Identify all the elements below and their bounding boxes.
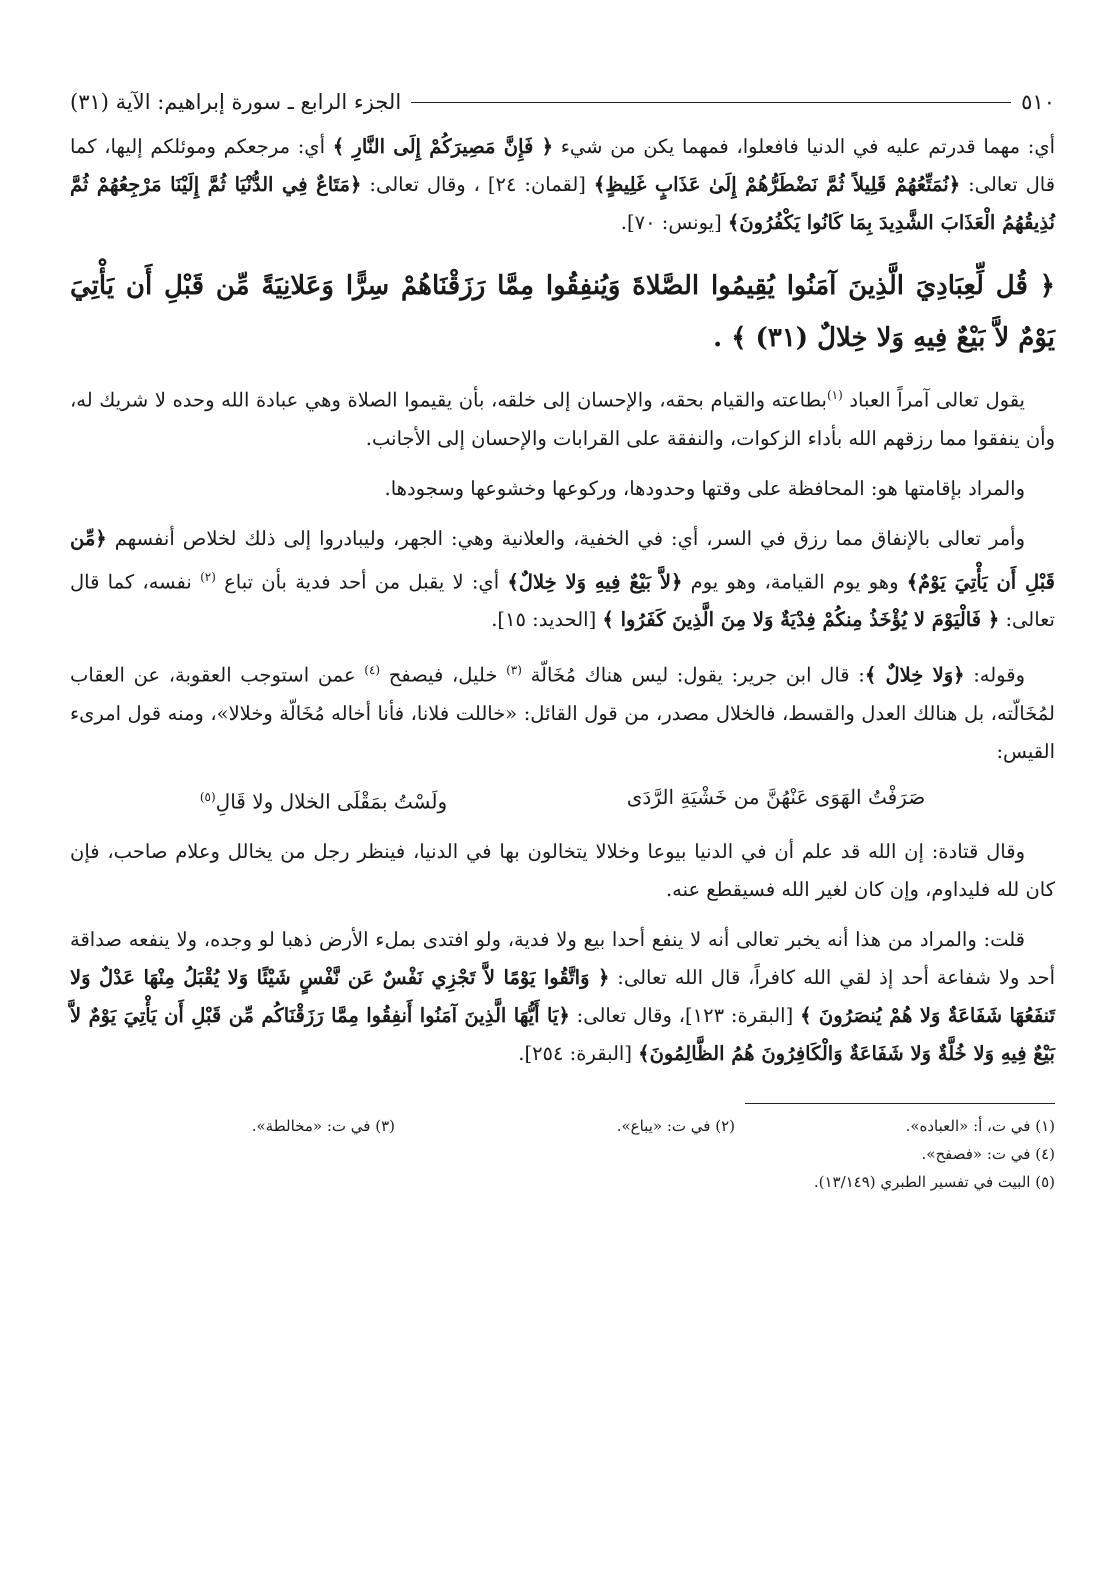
footnote-ref: (١) <box>826 388 843 402</box>
footnote-1: (١) في ت، أ: «العباده». <box>905 1117 1055 1136</box>
text: [يونس: ٧٠]. <box>620 211 728 234</box>
footnote-separator <box>745 1103 1055 1104</box>
quran-quote: ﴿يَا أَيُّهَا الَّذِينَ آمَنُوا أَنفِقُوا مِمَّا رَزَقْنَاكُم مِّن قَبْلِ أَن يَأْتِيَ يَوْمٌ لاَّ بَيْعٌ فِيهِ وَلا خُلَّةٌ وَلا شَفَاعَةٌ وَالْكَافِرُونَ هُمُ الظَّالِمُونَ﴾ <box>70 1004 1055 1066</box>
footnotes-row-1 <box>70 1112 1055 1140</box>
paragraph-1 <box>70 128 1055 242</box>
text: [البقرة: ١٢٣]، وقال تعالى: <box>569 1004 801 1028</box>
text: وأمر تعالى بالإنفاق مما رزق في السر، أي: في الخفية، والعلانية وهي: الجهر، وليبادروا إلى ذلك لخلاص أنفسهم <box>106 526 1025 550</box>
running-header <box>70 82 1055 122</box>
page-number: ٥١٠ <box>1021 90 1055 114</box>
text: : قال ابن جرير: يقول: ليس هناك مُخَالّة <box>521 663 865 687</box>
quran-quote: ﴿نُمَتِّعُهُمْ قَلِيلاً ثُمَّ نَضْطَرُّهُمْ إِلَىٰ عَذَابٍ غَلِيظٍ﴾ <box>593 173 961 196</box>
quran-quote: ﴿وَلا خِلالٌ ﴾ <box>864 663 965 687</box>
main-verse: ﴿ قُل لِّعِبَادِيَ الَّذِينَ آمَنُوا يُقِيمُوا الصَّلاةَ وَيُنفِقُوا مِمَّا رَزَقْنَاهُمْ سِرًّا وَعَلانِيَةً مِّن قَبْلِ أَن يَأْتِيَ يَوْمٌ لاَّ بَيْعٌ فِيهِ وَلا خِلالٌ (٣١) ﴾ . <box>70 271 1055 353</box>
paragraph-4 <box>70 520 1055 640</box>
footnotes-row-2 <box>70 1140 1055 1168</box>
text: أي: مرجعكم وموئلكم إليها، كما قال تعالى: <box>70 135 1056 196</box>
footnote-ref: (٣) <box>506 663 522 677</box>
quran-quote: ﴿ فَإِنَّ مَصِيرَكُمْ إِلَى النَّارِ ﴾ <box>332 135 554 158</box>
footnote-3: (٣) في ت: «مخالطة». <box>251 1117 395 1136</box>
text: [لقمان: ٢٤] ، وقال تعالى: <box>361 173 594 196</box>
footnote-2: (٢) في ت: «يباع». <box>616 1117 735 1136</box>
footnote-ref: (٤) <box>364 663 381 677</box>
text: [البقرة: ٢٥٤]. <box>518 1042 639 1066</box>
text: وهو يوم القيامة، وهو يوم <box>682 570 907 593</box>
paragraph-3: والمراد بإقامتها هو: المحافظة على وقتها وحدودها، وركوعها وخشوعها وسجودها. <box>384 476 1025 500</box>
footnote-ref: (٢) <box>200 569 216 584</box>
paragraph-5 <box>70 651 1055 771</box>
quran-quote: ﴿ وَاتَّقُوا يَوْمًا لاَّ تَجْزِي نَفْسٌ عَن نَّفْسٍ شَيْئًا وَلا يُقْبَلُ مِنْهَا عَدْلٌ وَلا تَنفَعُهَا شَفَاعَةٌ وَلا هُمْ يُنصَرُونَ ﴾ <box>70 966 1055 1028</box>
text: يقول تعالى آمراً العباد <box>842 388 1025 412</box>
header-title: الجزء الرابع ـ سورة إبراهيم: الآية (٣١) <box>70 90 402 114</box>
poem-hemistich-left <box>200 777 447 822</box>
quran-quote: ﴿ فَالْيَوْمَ لا يُؤْخَذُ مِنكُمْ فِدْيَةٌ وَلا مِنَ الَّذِينَ كَفَرُوا ﴾ <box>602 608 1000 631</box>
footnote-4: (٤) في ت: «فصفح». <box>921 1145 1055 1164</box>
paragraph-6: وقال قتادة: إن الله قد علم أن في الدنيا بيوعا وخلالا يتخالون بها في الدنيا، فينظر رجل من يخالل وعلام صاحب، فإن كان لله فليداوم، وإن كان لغير الله فسيقطع عنه. <box>70 840 1055 902</box>
paragraph-2 <box>70 376 1055 458</box>
quran-quote: ﴿مَتَاعٌ فِي الدُّنْيَا ثُمَّ إِلَيْنَا مَرْجِعُهُمْ ثُمَّ نُذِيقُهُمُ الْعَذَابَ الشَّدِيدَ بِمَا كَانُوا يَكْفُرُونَ﴾ <box>70 173 1055 234</box>
footnote-ref: (٥) <box>199 789 216 804</box>
paragraph-7 <box>70 921 1055 1073</box>
poem-hemistich-right: صَرَفْتُ الهَوَى عَنْهُنَّ من خَشْيَةِ الرَّدَى <box>626 784 926 809</box>
footnote-5: (٥) البيت في تفسير الطبري (١٣/١٤٩). <box>813 1173 1055 1192</box>
quran-quote: ﴿لاَّ بَيْعٌ فِيهِ وَلا خِلالٌ﴾ <box>507 570 683 593</box>
footnotes-row-3 <box>70 1168 1055 1196</box>
header-rule <box>411 102 1011 103</box>
text: وقوله: <box>964 663 1025 687</box>
quran-quote: ﴿مِّن قَبْلِ أَن يَأْتِيَ يَوْمٌ﴾ <box>70 526 1055 593</box>
text: أي: مهما قدرتم عليه في الدنيا فافعلوا، فمهما يكن من شيء <box>553 135 1056 158</box>
text: بطاعته والقيام بحقه، والإحسان إلى خلقه، بأن يقيموا الصلاة وهي عبادة الله وحده لا شريك له، وأن ينفقوا مما رزقهم الله بأداء الزكوات، والنفقة على القرابات والإحسان إلى الأجانب. <box>70 388 1055 450</box>
poem-verse <box>110 777 1015 822</box>
text: قلت: والمراد من هذا أنه يخبر تعالى أنه لا ينفع أحدا بيع ولا فدية، ولو افتدى بملء الأرض ذهبا لو وجده، ولا ينفعه صداقة أحد ولا شفاعة أحد إذ لقي الله كافراً، قال الله تعالى: <box>70 928 1055 990</box>
page <box>70 82 1055 1196</box>
text: أي: لا يقبل من أحد فدية بأن تباع <box>215 570 508 593</box>
text: عمن استوجب العقوبة، عن العقاب لمُخَالّته، بل هنالك العدل والقسط، فالخلال مصدر، من قول القائل: «خاللت فلانا، فأنا أخاله مُخَالّة وخلالا»، ومنه قول امرىء القيس: <box>70 663 1055 763</box>
text: ولَسْتُ بمَقْلَى الخلال ولا قَالِ <box>215 789 448 814</box>
text: خليل، فيصفح <box>380 663 507 687</box>
text: [الحديد: ١٥]. <box>491 608 603 631</box>
text: نفسه، كما قال تعالى: <box>70 570 1055 631</box>
